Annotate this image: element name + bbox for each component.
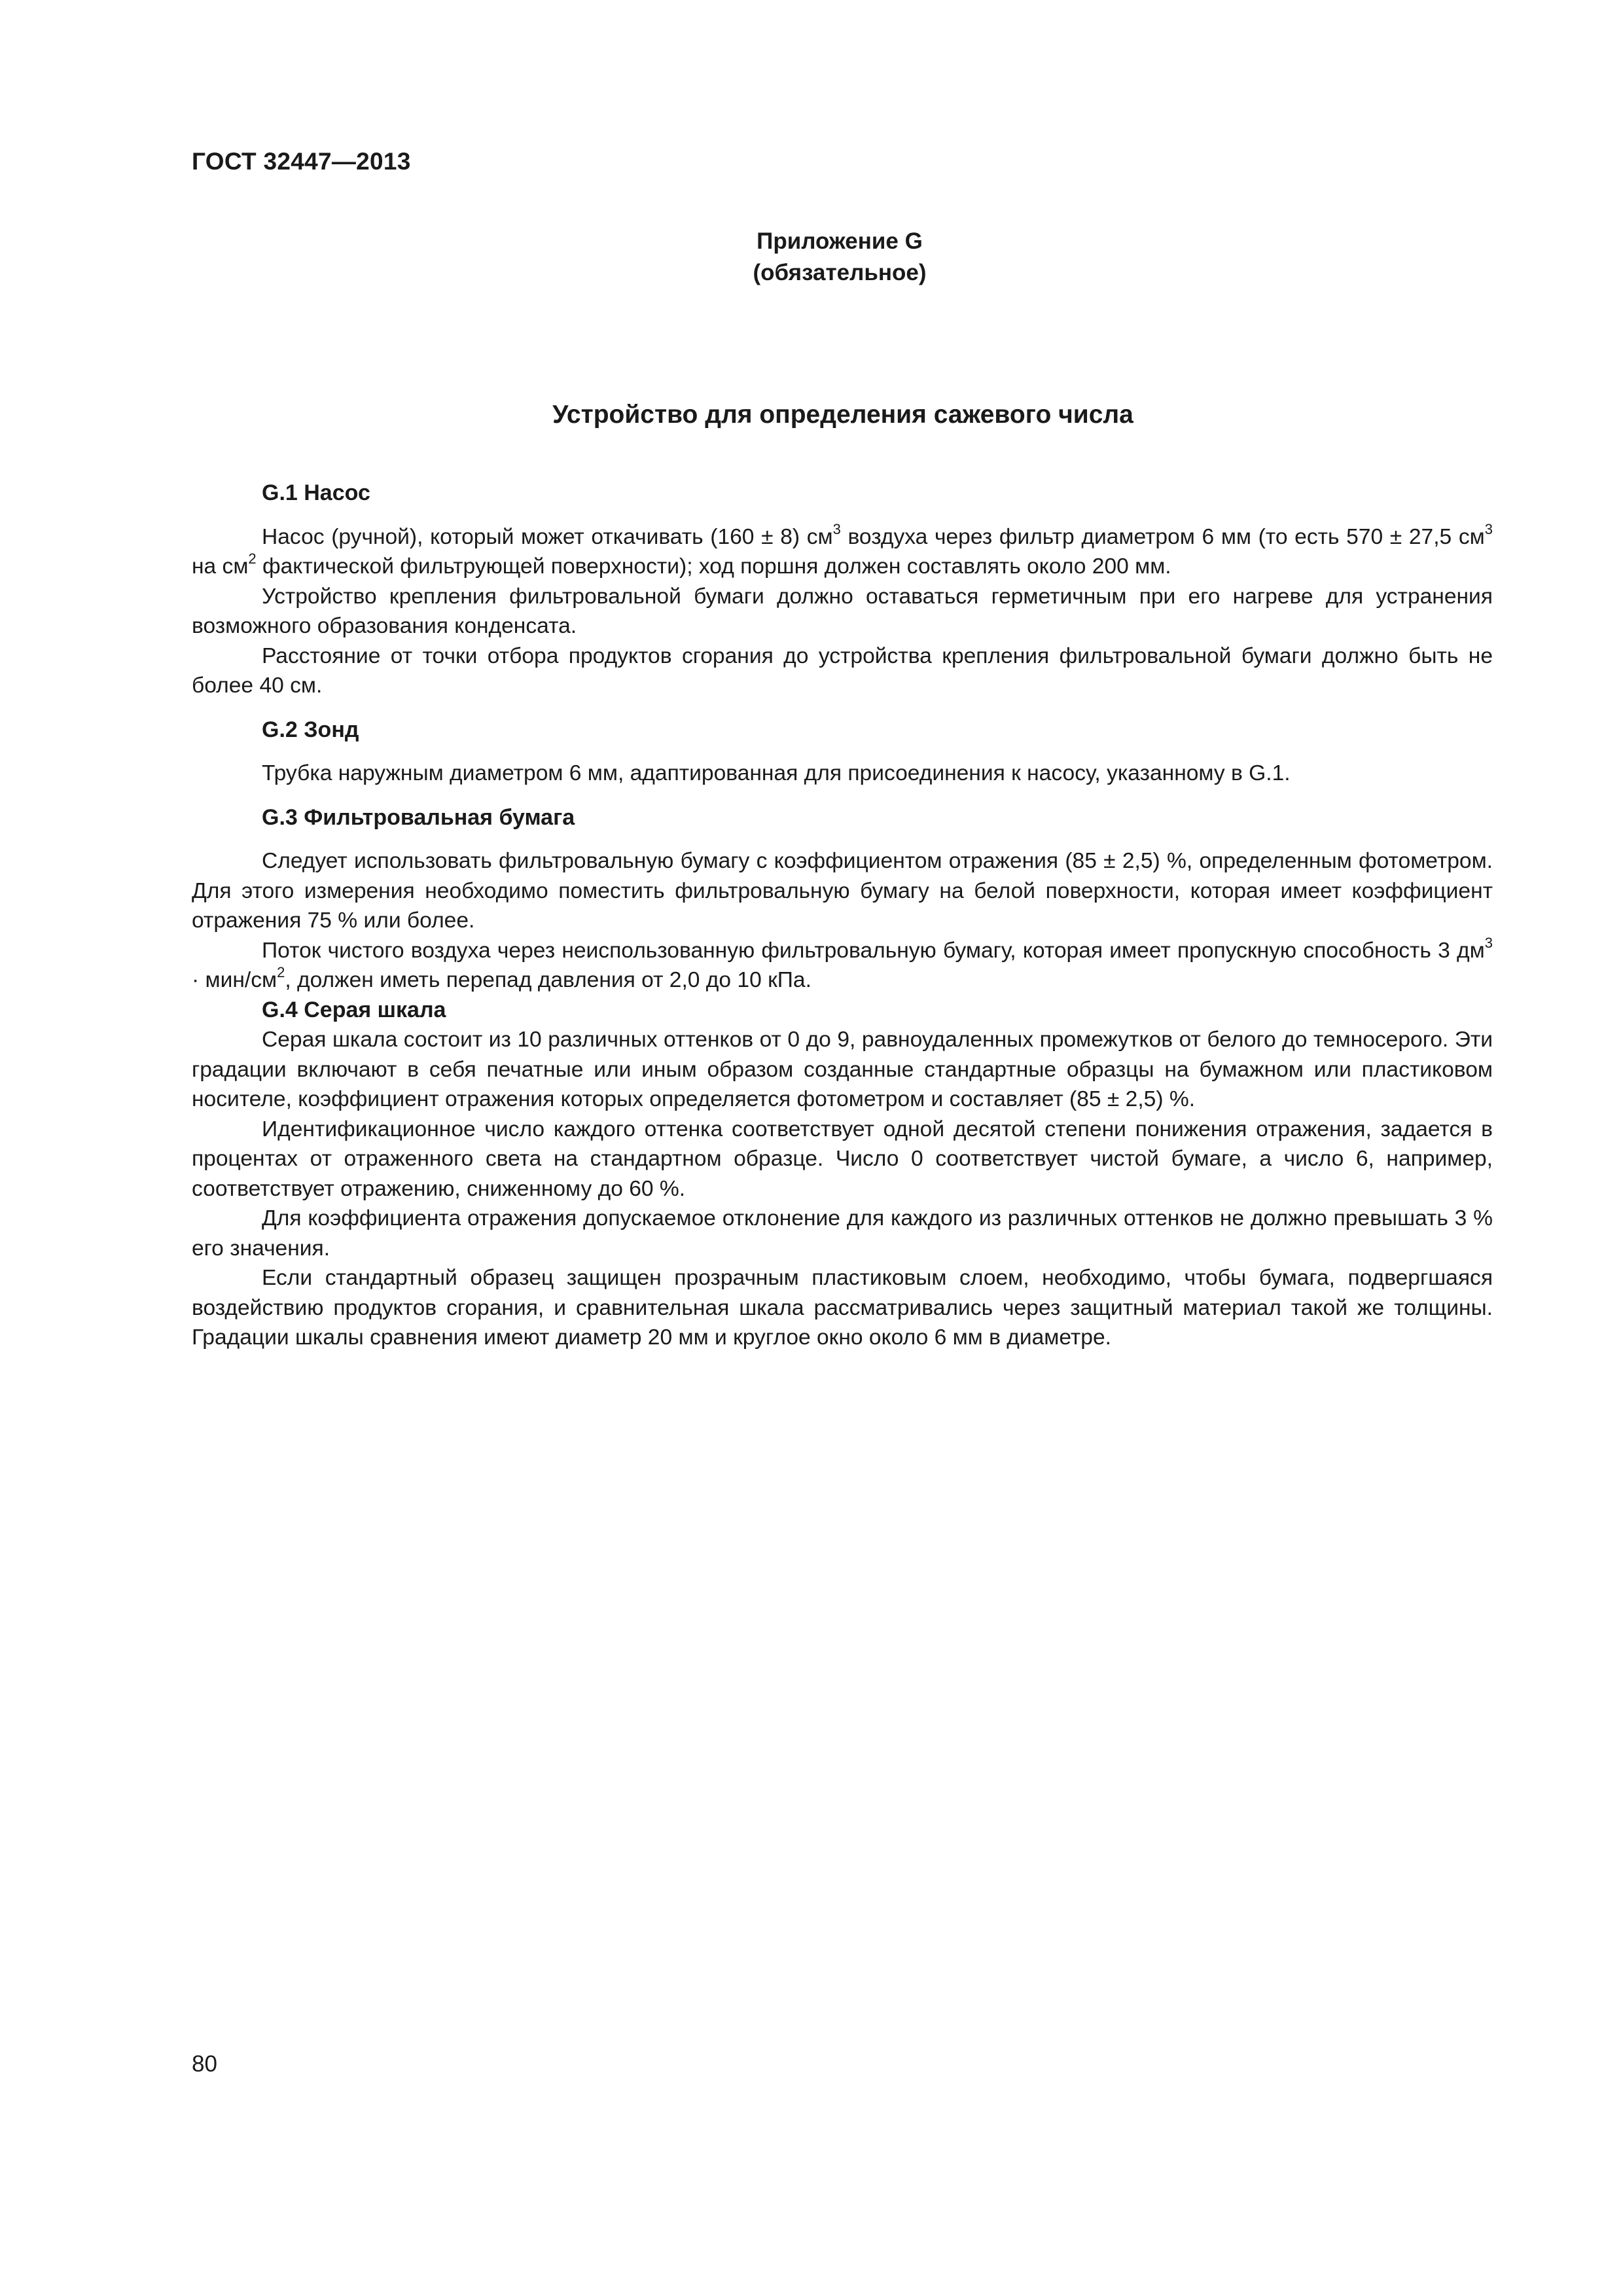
text-run: Поток чистого воздуха через неиспользованную фильтровальную бумагу, которая имеет пропускную способность 3 дм (262, 938, 1485, 963)
paragraph-g2-probe: Трубка наружным диаметром 6 мм, адаптированная для присоединения к насосу, указанному в G.1. (262, 761, 1291, 785)
section-heading-g3: G.3 Фильтровальная бумага (262, 804, 575, 830)
section-heading-g1: G.1 Насос (262, 480, 370, 505)
annex-block (650, 226, 1029, 289)
paragraph-g3-flow (192, 936, 1493, 996)
superscript: 3 (1484, 520, 1493, 537)
annex-title: Приложение G (757, 228, 923, 254)
text-run: , должен иметь перепад давления от 2,0 до 10 кПа. (285, 968, 812, 992)
superscript: 2 (248, 550, 257, 567)
section-heading-g2: G.2 Зонд (262, 717, 359, 742)
standard-header: ГОСТ 32447—2013 (192, 148, 411, 175)
paragraph-g3-filter: Следует использовать фильтровальную бумагу с коэффициентом отражения (85 ± 2,5) %, определенным фотометром. Для этого измерения необходимо поместить фильтровальную бумагу на белой поверхности, которая имеет коэффициент отражения 75 % или более. (192, 849, 1493, 933)
paragraph-g4-protection: Если стандартный образец защищен прозрачным пластиковым слоем, необходимо, чтобы бумага, подвергшаяся воздействию продуктов сгорания, и сравнительная шкала рассматривались через защитный материал такой же толщины. Градации шкалы сравнения имеют диаметр 20 мм и круглое окно около 6 мм в диаметре. (192, 1266, 1493, 1350)
text-run: Насос (ручной), который может откачивать (160 ± 8) см (262, 524, 833, 549)
document-title: Устройство для определения сажевого числа (552, 401, 1133, 429)
text-run: фактической фильтрующей поверхности); ход поршня должен составлять около 200 мм. (256, 554, 1171, 579)
paragraph-g1-mount: Устройство крепления фильтровальной бумаги должно оставаться герметичным при его нагреве для устранения возможного образования конденсата. (192, 584, 1493, 638)
text-run: на см (192, 554, 249, 579)
annex-status: (обязательное) (753, 260, 927, 285)
superscript: 2 (277, 964, 285, 980)
paragraph-g4-number: Идентификационное число каждого оттенка соответствует одной десятой степени понижения отражения, задается в процентах от отраженного света на стандартном образце. Число 0 соответствует чистой бумаге, а число 6, например, соответствует отражению, сниженному до 60 %. (192, 1117, 1493, 1201)
paragraph-g4-scale: Серая шкала состоит из 10 различных оттенков от 0 до 9, равноудаленных промежутков от белого до темносерого. Эти градации включают в себя печатные или иным образом созданные стандартные образцы на бумажном или пластиковом носителе, коэффициент отражения которых определяется фотометром и составляет (85 ± 2,5) %. (192, 1028, 1493, 1111)
paragraph-g1-pump (192, 522, 1493, 582)
page-number: 80 (192, 2051, 217, 2077)
superscript: 3 (832, 520, 841, 537)
text-run: · мин/см (192, 968, 277, 992)
section-heading-g4: G.4 Серая шкала (262, 997, 446, 1022)
paragraph-g1-distance: Расстояние от точки отбора продуктов сгорания до устройства крепления фильтровальной бумаги должно быть не более 40 см. (192, 643, 1493, 698)
paragraph-g4-tolerance: Для коэффициента отражения допускаемое отклонение для каждого из различных оттенков не должно превышать 3 % его значения. (192, 1206, 1493, 1261)
text-run: воздуха через фильтр диаметром 6 мм (то есть 570 ± 27,5 см (840, 524, 1485, 549)
superscript: 3 (1484, 934, 1493, 951)
document-body (192, 478, 1493, 1353)
